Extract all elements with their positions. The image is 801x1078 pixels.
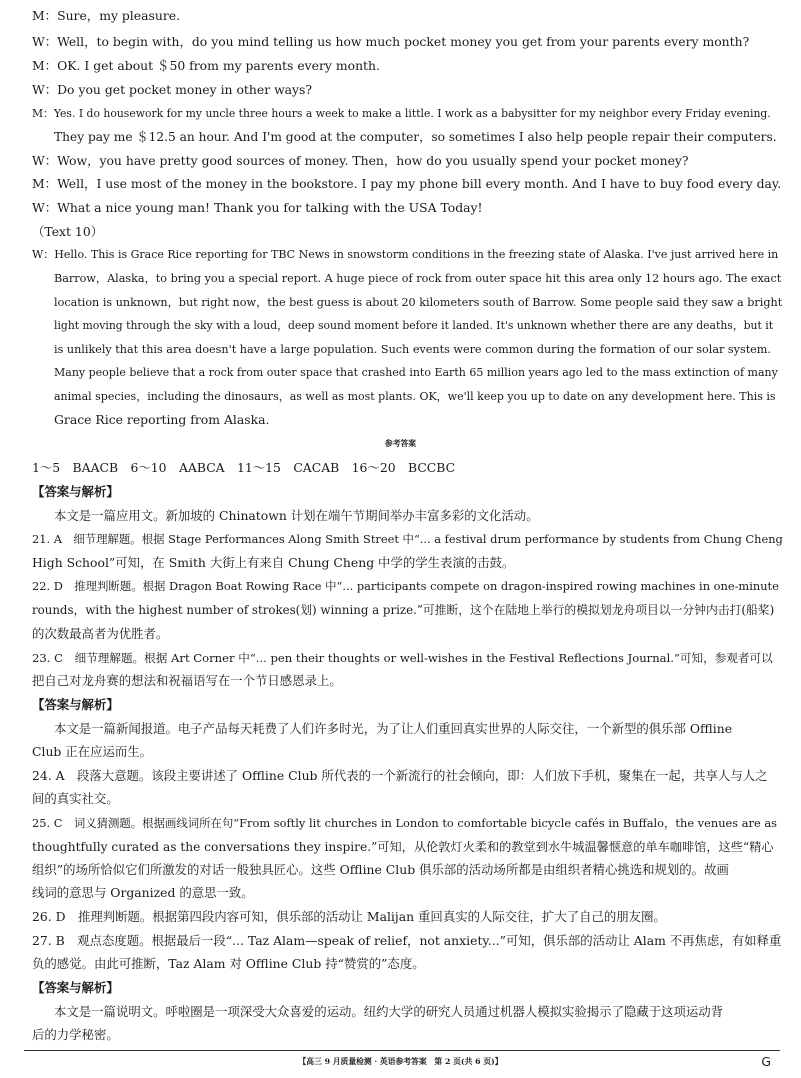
answers-title: 参考答案 <box>384 439 417 448</box>
answers-line: 1～5 BAACB 6～10 AABCA 11～15 CACAB 16～20 BCCBC <box>32 460 456 475</box>
passage-line: Many people believe that a rock from outer space that crashed into Earth 65 million years ago led to the mass extinction of many <box>54 366 778 379</box>
dialogue-line: W：Wow，you have pretty good sources of money. Then，how do you usually spend your pocket money? <box>32 153 689 168</box>
explanation-line: 的次数最高者为优胜者。 <box>32 626 169 641</box>
dialogue-line: M：Sure，my pleasure. <box>32 8 181 23</box>
explanation-line: 负的感觉。由此可推断，Taz Alam 对 Offline Club 持“赞赏的”态度。 <box>32 956 425 971</box>
explanation-line: 21. A 细节理解题。根据 Stage Performances Along Smith Street 中“... a festival drum performance by students from Chung Cheng <box>32 532 783 546</box>
explanation-line: rounds，with the highest number of strokes(划) winning a prize.”可推断，这个在陆地上举行的模拟划龙舟项目以一分钟内击打(船桨) <box>32 603 775 617</box>
text-heading: （Text 10） <box>32 224 104 239</box>
explanation-line: 24. A 段落大意题。该段主要讲述了 Offline Club 所代表的一个新流行的社会倾向，即：人们放下手机，聚集在一起，共享人与人之 <box>32 768 768 783</box>
section-label: 【答案与解析】 <box>32 980 119 995</box>
section-label: 【答案与解析】 <box>32 697 119 712</box>
explanation-line: High School”可知，在 Smith 大街上有来自 Chung Cheng 中学的学生表演的击鼓。 <box>32 555 515 570</box>
dialogue-line: M：OK. I get about ＄50 from my parents every month. <box>32 58 380 73</box>
passage-line: Barrow，Alaska，to bring you a special report. A huge piece of rock from outer space hit this area only 12 hours ago. The exact <box>54 272 782 285</box>
explanation-line: 后的力学秘密。 <box>32 1027 119 1042</box>
explanation-line: 23. C 细节理解题。根据 Art Corner 中“... pen their thoughts or well-wishes in the Festival Reflections Journal.”可知，参观者可以 <box>32 651 773 665</box>
explanation-line: thoughtfully curated as the conversations they inspire.”可知，从伦敦灯火柔和的教堂到水牛城温馨惬意的单车咖啡馆，这些“精心 <box>32 840 774 854</box>
dialogue-line: They pay me ＄12.5 an hour. And I'm good at the computer，so sometimes I also help people repair their computers. <box>54 130 777 144</box>
explanation-line: 间的真实社交。 <box>32 791 119 806</box>
section-label: 【答案与解析】 <box>32 484 119 499</box>
explanation-line: 本文是一篇说明文。呼啦圈是一项深受大众喜爱的运动。纽约大学的研究人员通过机器人模拟实验揭示了隐藏于这项运动背 <box>54 1004 724 1019</box>
explanation-line: 26. D 推理判断题。根据第四段内容可知，俱乐部的活动让 Malijan 重回真实的人际交往，扩大了自己的朋友圈。 <box>32 909 666 924</box>
dialogue-line: M：Yes. I do housework for my uncle three hours a week to make a little. I work as a babysitter for my neighbor every Friday evening. <box>32 107 771 120</box>
explanation-line: 27. B 观点态度题。根据最后一段“... Taz Alam—speak of relief，not anxiety...”可知，俱乐部的活动让 Alam 不再焦虑，有如释重 <box>32 933 782 948</box>
explanation-line: 本文是一篇新闻报道。电子产品每天耗费了人们许多时光，为了让人们重回真实世界的人际交往，一个新型的俱乐部 Offline <box>54 721 733 736</box>
passage-line: is unlikely that this area doesn't have a large population. Such events were common during the formation of our solar system. <box>54 343 771 356</box>
dialogue-line: W：Do you get pocket money in other ways? <box>32 82 313 97</box>
footer-mark: G <box>761 1054 771 1069</box>
explanation-line: 本文是一篇应用文。新加坡的 Chinatown 计划在端午节期间举办丰富多彩的文化活动。 <box>54 508 539 523</box>
explanation-line: 25. C 词义猜测题。根据画线词所在句“From softly lit churches in London to comfortable bicycle cafés in Buffalo，the venues are as <box>32 816 777 830</box>
dialogue-line: M：Well，I use most of the money in the bookstore. I pay my phone bill every month. And I have to buy food every day. <box>32 176 782 191</box>
footer-rule <box>24 1050 780 1051</box>
dialogue-line: W：What a nice young man! Thank you for talking with the USA Today! <box>32 200 483 215</box>
passage-line: light moving through the sky with a loud，deep sound moment before it landed. It's unknown whether there are any deaths，but it <box>54 319 774 332</box>
passage-line: W：Hello. This is Grace Rice reporting for TBC News in snowstorm conditions in the freezing state of Alaska. I've just arrived here in <box>32 248 779 261</box>
page-footer: 【高三 9 月质量检测 · 英语参考答案 第 2 页(共 6 页)】 <box>298 1057 503 1066</box>
dialogue-line: W：Well，to begin with，do you mind telling us how much pocket money you get from your parents every month? <box>32 34 750 49</box>
explanation-line: 把自己对龙舟赛的想法和祝福语写在一个节日感恩录上。 <box>32 673 342 688</box>
explanation-line: 22. D 推理判断题。根据 Dragon Boat Rowing Race 中“... participants compete on dragon-inspired rowing machines in one-minute <box>32 579 779 593</box>
passage-line: location is unknown，but right now，the best guess is about 20 kilometers south of Barrow. Some people said they saw a bright <box>54 296 783 309</box>
passage-line: animal species，including the dinosaurs，as well as most plants. OK，we'll keep you up to date on any development here. This is <box>54 390 776 403</box>
explanation-line: 组织”的场所恰似它们所激发的对话一般独具匠心。这些 Offline Club 俱乐部的活动场所都是由组织者精心挑选和规划的。故画 <box>32 862 729 877</box>
passage-line: Grace Rice reporting from Alaska. <box>54 412 270 427</box>
explanation-line: 线词的意思与 Organized 的意思一致。 <box>32 885 254 900</box>
explanation-line: Club 正在应运而生。 <box>32 744 153 759</box>
